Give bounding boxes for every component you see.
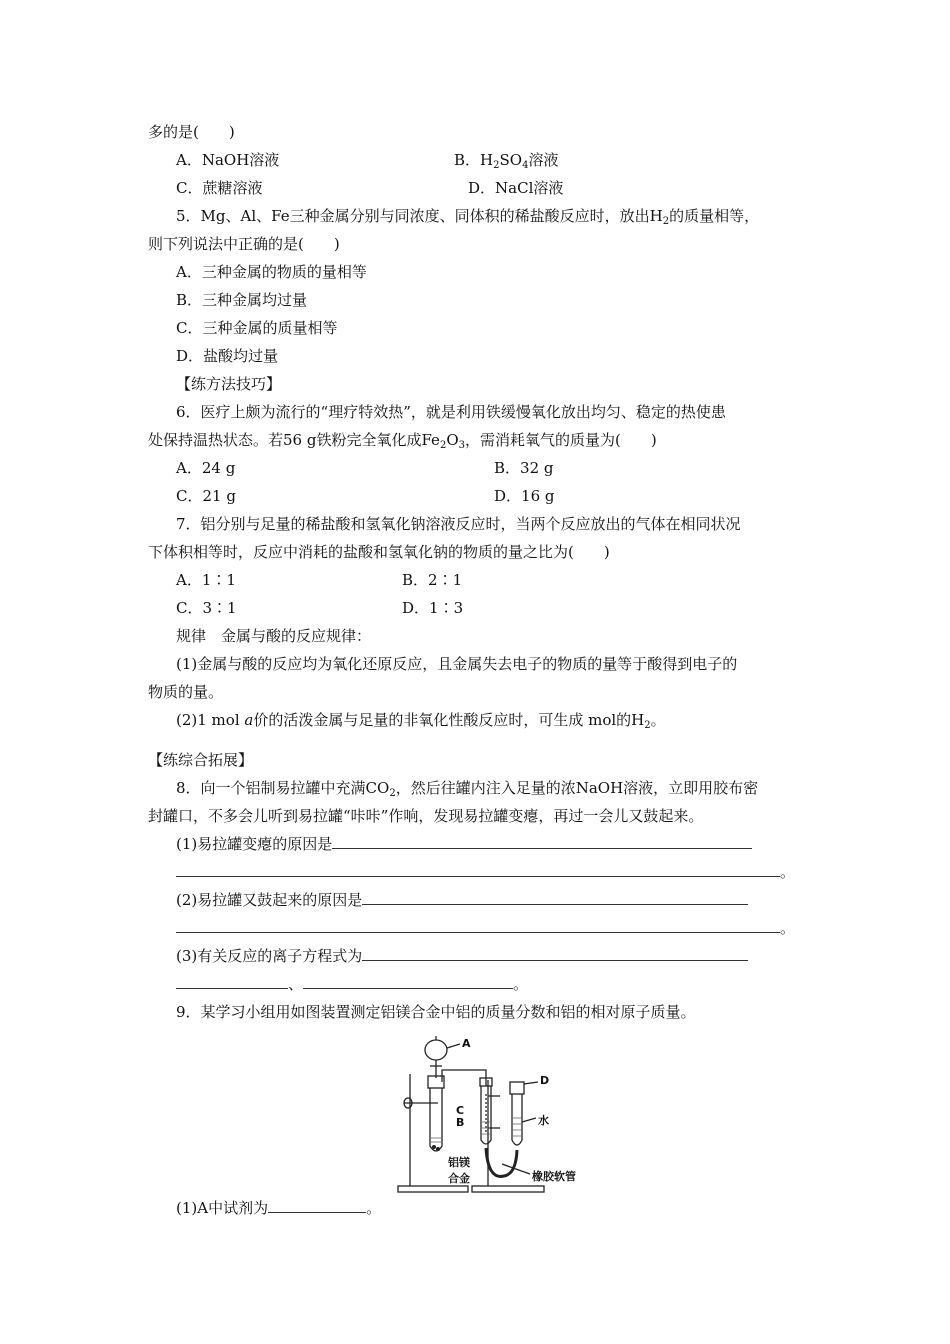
alloy-sample bbox=[432, 1145, 436, 1149]
q7-option-c: C．3∶1 bbox=[176, 599, 237, 617]
answer-blank[interactable] bbox=[303, 974, 513, 989]
answer-blank[interactable] bbox=[176, 974, 288, 989]
q5-option-c: C．三种金属的质量相等 bbox=[176, 319, 338, 337]
q6-stem-line1: 6．医疗上颇为流行的“理疗特效热”，就是利用铁缓慢氧化放出均匀、稳定的热使患 bbox=[176, 403, 726, 421]
stand-base-right bbox=[472, 1186, 544, 1192]
q5-option-d: D．盐酸均过量 bbox=[176, 347, 279, 365]
q6-option-a: A．24 g bbox=[176, 459, 236, 477]
rule-point1-line1: (1)金属与酸的反应均为氧化还原反应，且金属失去电子的物质的量等于酸得到电子的 bbox=[176, 655, 738, 673]
q9-sub1: (1)A中试剂为 。 bbox=[176, 1199, 382, 1217]
rule-title: 规律 金属与酸的反应规律： bbox=[176, 627, 372, 645]
q8-sub3: (3)有关反应的离子方程式为 bbox=[176, 946, 748, 966]
label-d: D bbox=[540, 1074, 550, 1087]
q4-option-c: C．蔗糖溶液 bbox=[176, 179, 263, 197]
label-rubber-tube: 橡胶软管 bbox=[532, 1170, 576, 1183]
q7-option-d: D．1∶3 bbox=[402, 599, 464, 617]
label-water: 水 bbox=[538, 1114, 549, 1127]
answer-blank[interactable] bbox=[176, 918, 780, 933]
q6-option-c: C．21 g bbox=[176, 487, 236, 505]
q8-sub1-cont: 。 bbox=[176, 862, 795, 882]
funnel-a bbox=[425, 1040, 447, 1060]
q7-stem-line2: 下体积相等时，反应中消耗的盐酸和氢氧化钠的物质的量之比为( ) bbox=[148, 543, 610, 561]
question-continuation: 多的是( ) bbox=[148, 123, 235, 141]
answer-blank[interactable] bbox=[176, 862, 780, 877]
q8-sub1: (1)易拉罐变瘪的原因是 bbox=[176, 834, 752, 854]
section-method-heading: 【练方法技巧】 bbox=[176, 375, 282, 393]
q4-option-d: D．NaCl溶液 bbox=[468, 179, 564, 197]
q6-option-d: D．16 g bbox=[494, 487, 555, 505]
q8-sub2-cont: 。 bbox=[176, 918, 795, 938]
q5-option-b: B．三种金属均过量 bbox=[176, 291, 308, 309]
q6-stem-line2: 处保持温热状态。若56 g铁粉完全氧化成$Fe_2O_3$，需消耗氧气的质量为( ) bbox=[148, 431, 657, 451]
apparatus-diagram bbox=[390, 1034, 600, 1200]
q5-stem-line2: 则下列说法中正确的是( ) bbox=[148, 235, 340, 253]
label-a: A bbox=[462, 1037, 471, 1050]
q9-stem: 9．某学习小组用如图装置测定铝镁合金中铝的质量分数和铝的相对原子质量。 bbox=[176, 1003, 696, 1021]
q7-option-a: A．1∶1 bbox=[176, 571, 236, 589]
q8-sub3-cont: 、 。 bbox=[176, 974, 528, 994]
q7-option-b: B．2∶1 bbox=[402, 571, 463, 589]
rubber-tube bbox=[486, 1148, 517, 1176]
section-ext-heading: 【练综合拓展】 bbox=[148, 751, 254, 769]
answer-blank[interactable] bbox=[362, 946, 748, 961]
q6-option-b: B．32 g bbox=[494, 459, 554, 477]
rule-point2: (2)1 mol a价的活泼金属与足量的非氧化性酸反应时，可生成 mol的$H_2$。 bbox=[176, 711, 666, 731]
q8-stem-line2: 封罐口，不多会儿听到易拉罐“咔咔”作响，发现易拉罐变瘪，再过一会儿又鼓起来。 bbox=[148, 807, 704, 825]
answer-blank[interactable] bbox=[362, 890, 748, 905]
q8-sub2: (2)易拉罐又鼓起来的原因是 bbox=[176, 890, 748, 910]
q5-option-a: A．三种金属的物质的量相等 bbox=[176, 263, 367, 281]
q8-stem-line1: 8．向一个铝制易拉罐中充满$CO_2$，然后往罐内注入足量的浓NaOH溶液，立即用胶布密 bbox=[176, 779, 759, 799]
q4-option-b: B．$H_2SO_4$溶液 bbox=[454, 151, 559, 171]
answer-blank[interactable] bbox=[268, 1198, 366, 1213]
q4-option-a: A．NaOH溶液 bbox=[176, 151, 280, 169]
label-alloy-line2: 合金 bbox=[448, 1172, 470, 1185]
stand-base-left bbox=[398, 1186, 468, 1192]
label-b: B bbox=[456, 1116, 465, 1129]
q5-stem-line1: 5．Mg、Al、Fe三种金属分别与同浓度、同体积的稀盐酸反应时，放出$H_2$的质量相等， bbox=[176, 207, 760, 227]
label-alloy-line1: 铝镁 bbox=[448, 1156, 470, 1169]
label-c: C bbox=[456, 1104, 465, 1117]
answer-blank[interactable] bbox=[332, 834, 752, 849]
q7-stem-line1: 7．铝分别与足量的稀盐酸和氢氧化钠溶液反应时，当两个反应放出的气体在相同状况 bbox=[176, 515, 741, 533]
rule-point1-line2: 物质的量。 bbox=[148, 683, 224, 701]
